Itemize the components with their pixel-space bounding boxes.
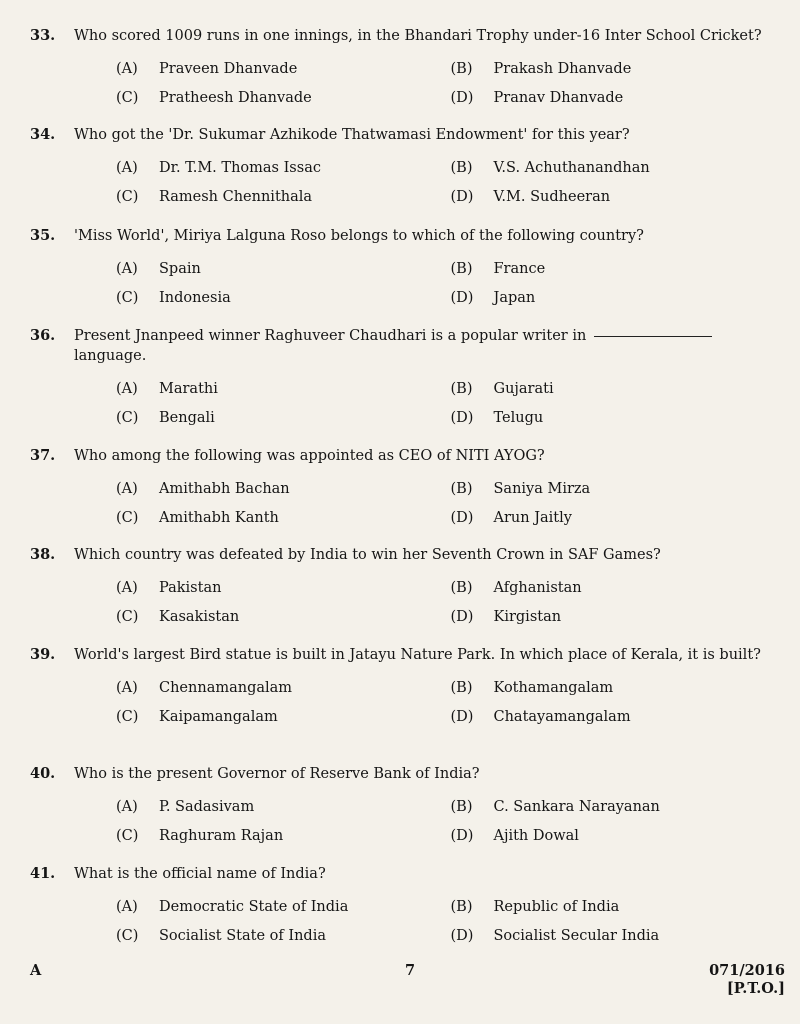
question-block (30, 125, 785, 211)
option-c: (C) Raghuram Rajan (116, 827, 284, 844)
question-block (30, 446, 785, 532)
question-text: World's largest Bird statue is built in Jatayu Nature Park. In which place of Kerala, it is built? (74, 647, 761, 663)
option-c: (C) Kasakistan (116, 608, 240, 625)
option-b: (B) V.S. Achuthanandhan (450, 159, 650, 176)
question-block (30, 326, 785, 432)
question-number: 40. (30, 765, 56, 782)
option-b: (B) Saniya Mirza (450, 480, 591, 497)
option-d: (D) Japan (450, 289, 536, 306)
option-c: (C) Bengali (116, 409, 215, 426)
paper-code: 071/2016 (709, 962, 785, 979)
option-d: (D) V.M. Sudheeran (450, 188, 611, 205)
question-number: 41. (30, 865, 56, 882)
option-b: (B) C. Sankara Narayanan (450, 798, 660, 815)
question-text: Who is the present Governor of Reserve Bank of India? (74, 766, 480, 782)
question-block (30, 226, 785, 312)
option-b: (B) Kothamangalam (450, 679, 614, 696)
question-text: Who scored 1009 runs in one innings, in the Bhandari Trophy under-16 Inter School Cricket? (74, 28, 762, 44)
option-d: (D) Chatayamangalam (450, 708, 631, 725)
option-b: (B) Republic of India (450, 898, 620, 915)
option-a: (A) Chennamangalam (116, 679, 293, 696)
option-a: (A) Praveen Dhanvade (116, 60, 298, 77)
paper-code-block (709, 962, 785, 998)
option-c: (C) Indonesia (116, 289, 231, 306)
option-c: (C) Pratheesh Dhanvade (116, 89, 312, 106)
page-number: 7 (405, 962, 416, 979)
option-b: (B) France (450, 260, 546, 277)
question-text: Present Jnanpeed winner Raghuveer Chaudhari is a popular writer in language. (74, 326, 785, 366)
option-d: (D) Pranav Dhanvade (450, 89, 624, 106)
option-a: (A) Pakistan (116, 579, 222, 596)
option-b: (B) Prakash Dhanvade (450, 60, 632, 77)
question-text: Who among the following was appointed as CEO of NITI AYOG? (74, 448, 545, 464)
question-block (30, 864, 785, 950)
question-block (30, 545, 785, 631)
option-a: (A) P. Sadasivam (116, 798, 255, 815)
option-c: (C) Amithabh Kanth (116, 509, 279, 526)
option-d: (D) Telugu (450, 409, 544, 426)
option-a: (A) Spain (116, 260, 201, 277)
question-number: 33. (30, 27, 56, 44)
option-a: (A) Marathi (116, 380, 218, 397)
question-block (30, 645, 785, 731)
option-a: (A) Democratic State of India (116, 898, 349, 915)
option-a: (A) Dr. T.M. Thomas Issac (116, 159, 321, 176)
option-d: (D) Ajith Dowal (450, 827, 579, 844)
option-b: (B) Gujarati (450, 380, 554, 397)
question-block (30, 764, 785, 850)
question-text: 'Miss World', Miriya Lalguna Roso belongs to which of the following country? (74, 228, 644, 244)
option-c: (C) Ramesh Chennithala (116, 188, 313, 205)
option-b: (B) Afghanistan (450, 579, 582, 596)
question-text: Who got the 'Dr. Sukumar Azhikode Thatwamasi Endowment' for this year? (74, 127, 630, 143)
option-a: (A) Amithabh Bachan (116, 480, 290, 497)
fill-in-blank-line (594, 336, 712, 337)
question-text: Which country was defeated by India to win her Seventh Crown in SAF Games? (74, 547, 661, 563)
option-d: (D) Socialist Secular India (450, 927, 660, 944)
option-d: (D) Kirgistan (450, 608, 562, 625)
question-number: 37. (30, 447, 56, 464)
series-code: A (30, 962, 42, 979)
pto-note: [P.T.O.] (726, 980, 785, 997)
option-c: (C) Socialist State of India (116, 927, 326, 944)
question-number: 38. (30, 546, 56, 563)
question-text: What is the official name of India? (74, 866, 326, 882)
question-number: 39. (30, 646, 56, 663)
question-number: 36. (30, 327, 56, 344)
question-number: 35. (30, 227, 56, 244)
option-c: (C) Kaipamangalam (116, 708, 278, 725)
option-d: (D) Arun Jaitly (450, 509, 572, 526)
question-number: 34. (30, 126, 56, 143)
question-block (30, 26, 785, 112)
